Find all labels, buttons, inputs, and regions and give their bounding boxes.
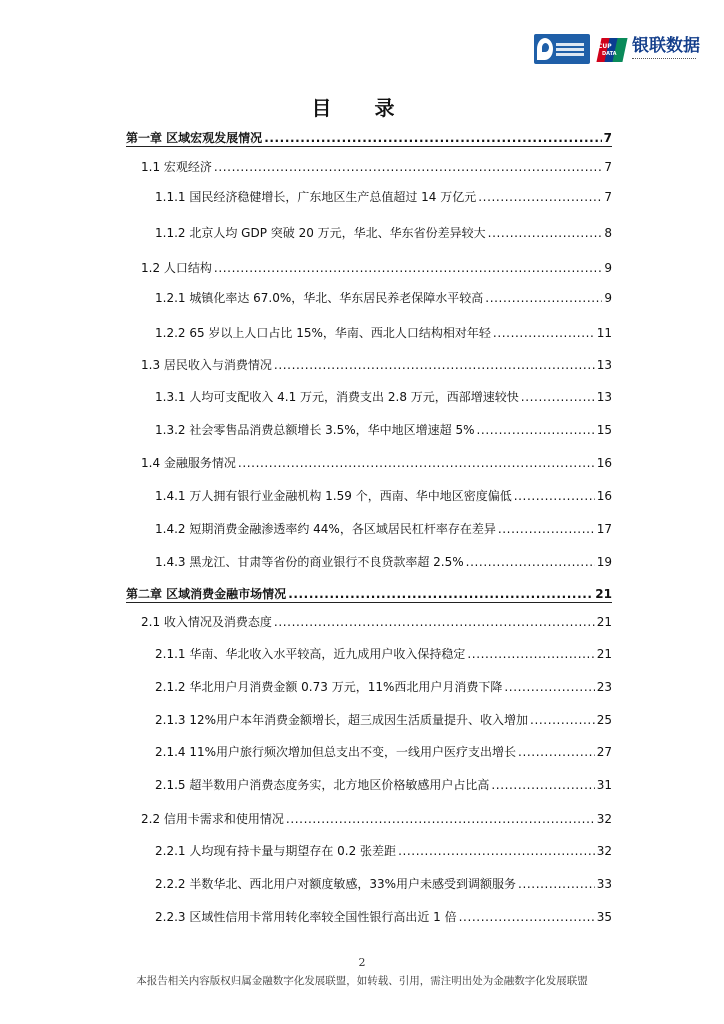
toc-entry-label: 2.2.1 人均现有持卡量与期望存在 0.2 张差距 [155,844,397,858]
cup-data-logo [596,34,626,64]
toc-entry-label: 2.1.4 11%用户旅行频次增加但总支出不变，一线用户医疗支出增长 [155,745,517,759]
toc-entry-page: 13 [596,358,612,372]
toc-entry-label: 2.2 信用卡需求和使用情况 [141,812,284,826]
toc-entry-page: 27 [596,745,612,759]
toc-entry-label: 1.1.2 北京人均 GDP 突破 20 万元，华北、华东省份差异较大 [155,226,486,240]
toc-dot-leader [504,680,594,694]
alliance-logo [534,34,590,64]
toc-subsection[interactable] [155,908,612,925]
toc-entry-page: 9 [604,291,612,305]
toc-entry-page: 8 [604,226,612,240]
toc-dot-leader [514,489,595,503]
toc-section[interactable] [141,158,612,175]
toc-dot-leader [488,226,603,240]
toc-dot-leader [214,160,602,174]
page-title: 目 录 [311,96,413,120]
toc-entry-label: 1.4.1 万人拥有银行业金融机构 1.59 个，西南、华中地区密度偏低 [155,489,512,503]
toc-entry-label: 1.4.3 黑龙江、甘肃等省份的商业银行不良贷款率超 2.5% [155,555,464,569]
toc-dot-leader [518,877,595,891]
unionpay-data-logo [632,37,700,62]
toc-entry-label: 2.2.3 区域性信用卡常用转化率较全国性银行高出近 1 倍 [155,910,457,924]
toc-entry-label: 1.4.2 短期消费金融渗透率约 44%，各区域居民杠杆率存在差异 [155,522,496,536]
toc-entry-page: 21 [596,615,612,629]
cup-logo-text2: DATA [602,51,617,57]
toc-dot-leader [274,615,595,629]
footer-copyright: 本报告相关内容版权归属金融数字化发展联盟，如转载、引用，需注明出处为金融数字化发展联盟 [136,975,588,987]
toc-entry-page: 35 [596,910,612,924]
toc-entry-page: 16 [596,456,612,470]
toc-subsection[interactable] [155,224,612,241]
toc-entry-page: 25 [596,713,612,727]
toc-entry-label: 2.2.2 半数华北、西北用户对额度敏感，33%用户未感受到调额服务 [155,877,517,891]
toc-entry-page: 21 [595,587,612,601]
toc-entry-label: 1.3.2 社会零售品消费总额增长 3.5%，华中地区增速超 5% [155,423,475,437]
toc-subsection[interactable] [155,188,612,205]
toc-entry-page: 23 [596,680,612,694]
toc-section[interactable] [141,810,612,827]
toc-subsection[interactable] [155,645,612,662]
toc-entry-label: 1.2.2 65 岁以上人口占比 15%，华南、西北人口结构相对年轻 [155,326,491,340]
toc-section[interactable] [141,454,612,471]
toc-subsection[interactable] [155,678,612,695]
brand-text: 银联数据 [632,35,700,56]
toc-dot-leader [264,131,601,145]
toc-subsection[interactable] [155,520,612,537]
toc-entry-page: 11 [596,326,612,340]
toc-dot-leader [491,778,594,792]
cup-logo-text: CUP [598,43,612,50]
toc-entry-page: 19 [596,555,612,569]
toc-subsection[interactable] [155,743,612,760]
toc-dot-leader [398,844,595,858]
toc-entry-label: 第一章 区域宏观发展情况 [126,131,263,145]
toc-entry-page: 32 [596,812,612,826]
toc-subsection[interactable] [155,487,612,504]
toc-subsection[interactable] [155,553,612,570]
toc-entry-page: 7 [603,131,612,145]
toc-section[interactable] [141,613,612,630]
header-logos [534,34,700,64]
toc-entry-page: 15 [596,423,612,437]
toc-dot-leader [286,812,595,826]
alliance-mark-icon [537,38,553,60]
toc-dot-leader [493,326,595,340]
toc-dot-leader [485,291,602,305]
toc-dot-leader [274,358,595,372]
toc-subsection[interactable] [155,776,612,793]
alliance-logo-text [556,43,584,56]
toc-chapter[interactable] [126,129,612,146]
toc-section[interactable] [141,356,612,373]
toc-dot-leader [288,587,593,601]
toc-subsection[interactable] [155,421,612,438]
toc-entry-label: 1.2 人口结构 [141,261,212,275]
toc-entry-label: 2.1 收入情况及消费态度 [141,615,272,629]
toc-subsection[interactable] [155,842,612,859]
toc-subsection[interactable] [155,875,612,892]
toc-dot-leader [467,647,594,661]
toc-entry-page: 7 [604,190,612,204]
toc-entry-page: 17 [596,522,612,536]
toc-entry-page: 21 [596,647,612,661]
toc-dot-leader [466,555,595,569]
toc-dot-leader [498,522,595,536]
toc-dot-leader [214,261,602,275]
toc-entry-label: 第二章 区域消费金融市场情况 [126,587,287,601]
toc-entry-label: 1.2.1 城镇化率达 67.0%，华北、华东居民养老保障水平较高 [155,291,484,305]
toc-entry-label: 2.1.1 华南、华北收入水平较高，近九成用户收入保持稳定 [155,647,466,661]
toc-entry-label: 1.4 金融服务情况 [141,456,236,470]
toc-entry-label: 1.3.1 人均可支配收入 4.1 万元，消费支出 2.8 万元，西部增速较快 [155,390,519,404]
toc-dot-leader [238,456,595,470]
toc-subsection[interactable] [155,324,612,341]
toc-entry-page: 16 [596,489,612,503]
toc-entry-label: 2.1.5 超半数用户消费态度务实，北方地区价格敏感用户占比高 [155,778,490,792]
toc-dot-leader [478,190,602,204]
page-number: 2 [358,956,366,969]
toc-dot-leader [530,713,595,727]
toc-entry-page: 33 [596,877,612,891]
toc-entry-page: 13 [596,390,612,404]
toc-entry-page: 9 [604,261,612,275]
toc-entry-label: 1.1 宏观经济 [141,160,212,174]
toc-entry-page: 32 [596,844,612,858]
toc-section[interactable] [141,259,612,276]
toc-subsection[interactable] [155,711,612,728]
toc-chapter[interactable] [126,585,612,602]
toc-entry-page: 7 [604,160,612,174]
toc-subsection[interactable] [155,289,612,306]
toc-subsection[interactable] [155,388,612,405]
chapter-underline [126,146,612,147]
chapter-underline [126,602,612,603]
toc-entry-page: 31 [596,778,612,792]
toc-entry-label: 1.3 居民收入与消费情况 [141,358,272,372]
toc-dot-leader [518,745,595,759]
toc-dot-leader [521,390,595,404]
toc-entry-label: 2.1.3 12%用户本年消费金额增长，超三成因生活质量提升、收入增加 [155,713,529,727]
toc-dot-leader [459,910,595,924]
toc-entry-label: 1.1.1 国民经济稳健增长，广东地区生产总值超过 14 万亿元 [155,190,477,204]
brand-subline [632,58,696,62]
toc-entry-label: 2.1.2 华北用户月消费金额 0.73 万元，11%西北用户月消费下降 [155,680,503,694]
toc-dot-leader [477,423,595,437]
